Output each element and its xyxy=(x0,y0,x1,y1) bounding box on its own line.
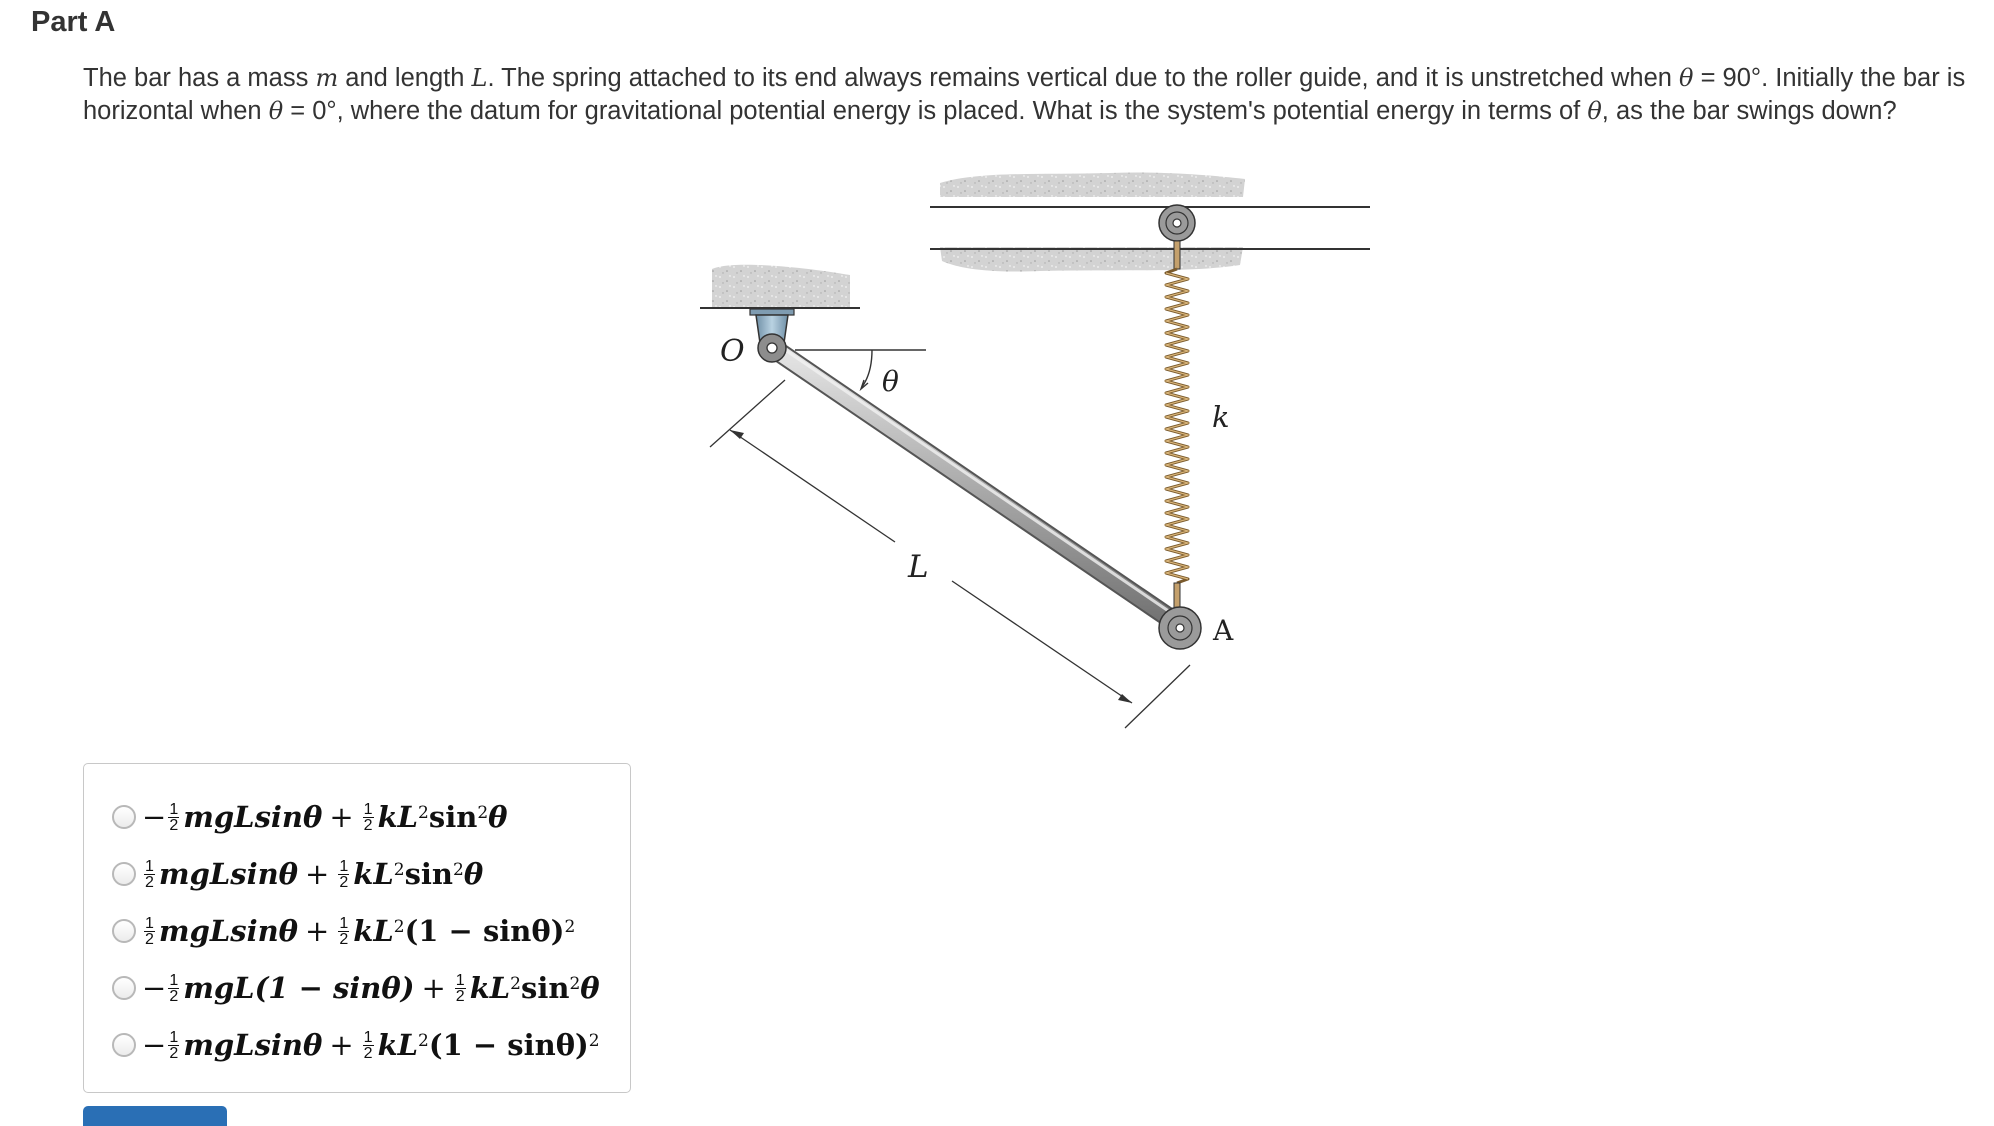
choice-3[interactable] xyxy=(112,906,575,956)
choice-formula: $\frac{1}{2}$ mgLsinθ + $\frac{1}{2}$ kL $^2$ (1 − sinθ) $^2$ xyxy=(145,914,576,948)
fraction: $\frac{1}{2}$ xyxy=(455,971,465,1005)
q-seg-1: The bar has a mass xyxy=(83,64,316,92)
radio-button[interactable] xyxy=(112,862,136,886)
answer-choices xyxy=(83,763,631,1093)
term-mgl: mgLsinθ xyxy=(158,914,299,948)
label-O: O xyxy=(720,334,745,369)
term-kl: kL xyxy=(353,914,394,948)
submit-button[interactable] xyxy=(83,1106,227,1126)
label-theta: θ xyxy=(882,365,899,398)
choice-4[interactable] xyxy=(112,963,600,1013)
fraction: $\frac{1}{2}$ xyxy=(145,914,154,948)
term-mgl: mgLsinθ xyxy=(183,800,323,834)
choice-5[interactable] xyxy=(112,1020,600,1070)
label-k: k xyxy=(1212,400,1230,434)
fraction: $\frac{1}{2}$ xyxy=(169,800,179,834)
q-seg-2: and length xyxy=(338,64,472,92)
term-mgl: mgL(1 − sinθ) xyxy=(183,971,415,1005)
bar xyxy=(773,343,1192,632)
fraction: $\frac{1}{2}$ xyxy=(363,1028,373,1062)
q-seg-5: = 0°, where the datum for gravitational potential energy is placed. What is the system's potential energy in terms of xyxy=(283,97,1588,125)
term-kl: kL xyxy=(353,857,394,891)
sign: − xyxy=(142,800,167,834)
q-seg-6: , as the bar swings down? xyxy=(1601,97,1897,125)
fraction: $\frac{1}{2}$ xyxy=(363,800,373,834)
part-title: Part A xyxy=(31,6,116,38)
term-kl: kL xyxy=(469,971,511,1005)
label-L: L xyxy=(908,549,929,585)
term-kl: kL xyxy=(377,800,419,834)
roller-A xyxy=(1159,583,1201,649)
dimension-line-L xyxy=(710,380,1190,728)
radio-button[interactable] xyxy=(112,919,136,943)
bar-spring-diagram xyxy=(690,165,1390,750)
q-seg-3: . The spring attached to its end always remains vertical due to the roller guide, and it is unstretched when xyxy=(487,64,1680,92)
fraction: $\frac{1}{2}$ xyxy=(339,914,349,948)
q-var-m: m xyxy=(315,64,339,92)
choice-formula: $\frac{1}{2}$ mgLsinθ + $\frac{1}{2}$ kL $^2$ sin $^2$ θ xyxy=(145,857,484,891)
fraction: $\frac{1}{2}$ xyxy=(145,857,154,891)
sign: − xyxy=(142,971,167,1005)
q-var-theta-1: θ xyxy=(1679,64,1694,92)
term-mgl: mgLsinθ xyxy=(183,1028,323,1062)
term-kl: kL xyxy=(377,1028,419,1062)
q-var-theta-2: θ xyxy=(268,97,284,125)
question-text xyxy=(83,62,1983,128)
choice-formula: − $\frac{1}{2}$ mgLsinθ + $\frac{1}{2}$ kL $^2$ sin $^2$ θ xyxy=(142,800,508,834)
sign: − xyxy=(142,1028,167,1062)
ceiling xyxy=(930,172,1370,271)
label-A: A xyxy=(1213,614,1234,647)
radio-button[interactable] xyxy=(112,976,136,1000)
q-var-theta-3: θ xyxy=(1587,97,1602,125)
radio-button[interactable] xyxy=(112,805,136,829)
choice-formula: − $\frac{1}{2}$ mgLsinθ + $\frac{1}{2}$ kL $^2$ (1 − sinθ) $^2$ xyxy=(142,1028,600,1062)
choice-formula: − $\frac{1}{2}$ mgL(1 − sinθ) + $\frac{1}{2}$ kL $^2$ sin $^2$ θ xyxy=(142,971,600,1005)
fraction: $\frac{1}{2}$ xyxy=(169,971,179,1005)
fraction: $\frac{1}{2}$ xyxy=(169,1028,179,1062)
radio-button[interactable] xyxy=(112,1033,136,1057)
q-seg-4: = 90°. Initially the bar is horizontal when xyxy=(83,64,1966,125)
choice-1[interactable] xyxy=(112,792,507,842)
choice-2[interactable] xyxy=(112,849,483,899)
term-mgl: mgLsinθ xyxy=(158,857,299,891)
q-var-L: L xyxy=(471,64,488,92)
fraction: $\frac{1}{2}$ xyxy=(339,857,349,891)
